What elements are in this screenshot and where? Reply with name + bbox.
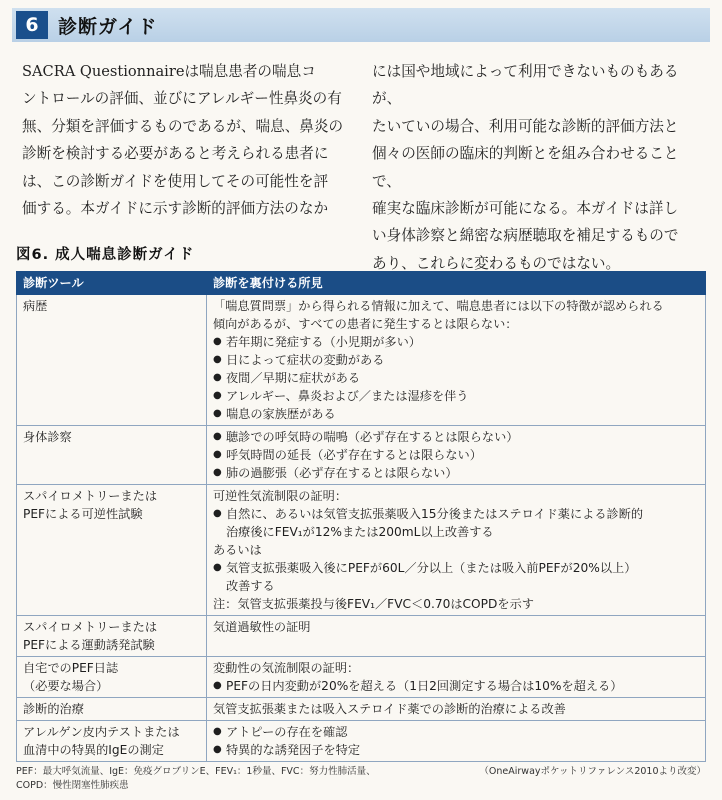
abbreviation-note-1: PEF：最大呼気流量、IgE：免疫グロブリンE、FEV₁：1秒量、FVC：努力性肺活量、 (16, 766, 376, 777)
abbreviation-note-2: COPD：慢性閉塞性肺疾患 (16, 780, 129, 791)
diagnostic-tool-label: 自宅でのPEF日誌 (23, 661, 119, 675)
figure-title: 図6. 成人喘息診断ガイド (16, 247, 195, 263)
table-row (17, 721, 706, 762)
table-row (17, 657, 706, 698)
table-row (17, 485, 706, 616)
diagnostic-tool-cell (17, 295, 207, 426)
section-title: 診断ガイド (58, 15, 158, 38)
finding-bullet-item: ● 気管支拡張薬吸入後にPEFが60L／分以上（または吸入前PEFが20%以上） 改善する (213, 559, 699, 595)
finding-bullet-item: ● 日によって症状の変動がある (213, 351, 699, 369)
table-row (17, 616, 706, 657)
findings-cell (207, 295, 706, 426)
findings-cell (207, 698, 706, 721)
diagnostic-tool-label: （必要な場合） (23, 679, 109, 693)
table-body (17, 295, 706, 762)
diagnostic-tool-label: 診断的治療 (23, 702, 84, 716)
diagnosis-guide-table (16, 271, 706, 762)
findings-cell (207, 721, 706, 762)
header-findings: 診断を裏付ける所見 (207, 272, 706, 295)
findings-list (213, 333, 699, 423)
finding-bullet-item: ● 特異的な誘発因子を特定 (213, 741, 699, 759)
diagnostic-tool-label: 身体診察 (23, 430, 72, 444)
findings-list (213, 677, 699, 695)
finding-bullet-item: ● 喘息の家族歴がある (213, 405, 699, 423)
findings-list (213, 723, 699, 759)
findings-cell (207, 616, 706, 657)
intro-left-paragraph: SACRA Questionnaireは喘息患者の喘息コ ントロールの評価、並びにアレルギー性鼻炎の有 無、分類を評価するものであるが、喘息、鼻炎の 診断を検討する必要があると考えられる患者に は、この診断ガイドを使用してその可能性を評 価する。本ガイドに示す診断的評価方法のなか (22, 63, 344, 218)
diagnostic-tool-cell (17, 657, 207, 698)
findings-cell (207, 657, 706, 698)
finding-bullet-item: ● PEFの日内変動が20%を超える（1日2回測定する場合は10%を超える） (213, 677, 699, 695)
finding-bullet-item: ● 若年期に発症する（小児期が多い） (213, 333, 699, 351)
header-tool: 診断ツール (17, 272, 207, 295)
table-row (17, 295, 706, 426)
finding-text: あるいは (213, 543, 262, 557)
section-header (12, 8, 710, 42)
finding-bullet-item: ● 呼気時間の延長（必ず存在するとは限らない） (213, 446, 699, 464)
diagnostic-tool-label: スパイロメトリーまたは (23, 620, 158, 634)
finding-bullet-item: ● 自然に、あるいは気管支拡張薬吸入15分後またはステロイド薬による診断的 治療後にFEV₁が12%または200mL以上改善する (213, 505, 699, 541)
finding-text: 傾向があるが、すべての患者に発生するとは限らない： (213, 317, 518, 331)
finding-text: 変動性の気流制限の証明： (213, 661, 360, 675)
finding-text: 気管支拡張薬または吸入ステロイド薬での診断的治療による改善 (213, 702, 566, 716)
findings-list (213, 428, 699, 482)
diagnostic-tool-cell (17, 426, 207, 485)
source-note: （OneAirwayポケットリファレンス2010より改変） (479, 766, 706, 777)
footnotes (16, 765, 706, 793)
diagnostic-tool-cell (17, 485, 207, 616)
diagnostic-tool-label: PEFによる運動誘発試験 (23, 638, 155, 652)
finding-bullet-item: ● 肺の過膨張（必ず存在するとは限らない） (213, 464, 699, 482)
finding-text: 「喘息質問票」から得られる情報に加えて、喘息患者には以下の特徴が認められる (213, 299, 664, 313)
table-row (17, 698, 706, 721)
intro-right-paragraph: には国や地域によって利用できないものもあるが、 たいていの場合、利用可能な診断的評価方法と 個々の医師の臨床的判断とを組み合わせることで、 確実な臨床診断が可能になる。本ガイドは詳し い身体診察と綿密な病歴聴取を補足するもので あり、これらに変わるものではない。 (372, 63, 679, 272)
findings-list (213, 505, 699, 541)
table-header-row (17, 272, 706, 295)
finding-text: 注：気管支拡張薬投与後FEV₁／FVC＜0.70はCOPDを示す (213, 597, 534, 611)
diagnostic-tool-cell (17, 616, 207, 657)
diagnostic-tool-cell (17, 721, 207, 762)
diagnostic-tool-cell (17, 698, 207, 721)
findings-cell (207, 426, 706, 485)
diagnostic-tool-label: PEFによる可逆性試験 (23, 507, 143, 521)
intro-right-column (372, 58, 702, 277)
findings-list (213, 559, 699, 595)
diagnostic-tool-label: アレルゲン皮内テストまたは (23, 725, 180, 739)
finding-bullet-item: ● 夜間／早期に症状がある (213, 369, 699, 387)
finding-text: 可逆性気流制限の証明： (213, 489, 348, 503)
finding-bullet-item: ● 聴診での呼気時の喘鳴（必ず存在するとは限らない） (213, 428, 699, 446)
findings-cell (207, 485, 706, 616)
finding-text: 気道過敏性の証明 (213, 620, 311, 634)
diagnostic-tool-label: 血清中の特異的IgEの測定 (23, 743, 164, 757)
diagnostic-tool-label: スパイロメトリーまたは (23, 489, 158, 503)
finding-bullet-item: ● アトピーの存在を確認 (213, 723, 699, 741)
table-row (17, 426, 706, 485)
finding-bullet-item: ● アレルギー、鼻炎および／または湿疹を伴う (213, 387, 699, 405)
diagnostic-tool-label: 病歴 (23, 299, 48, 313)
section-number: 6 (16, 11, 48, 39)
